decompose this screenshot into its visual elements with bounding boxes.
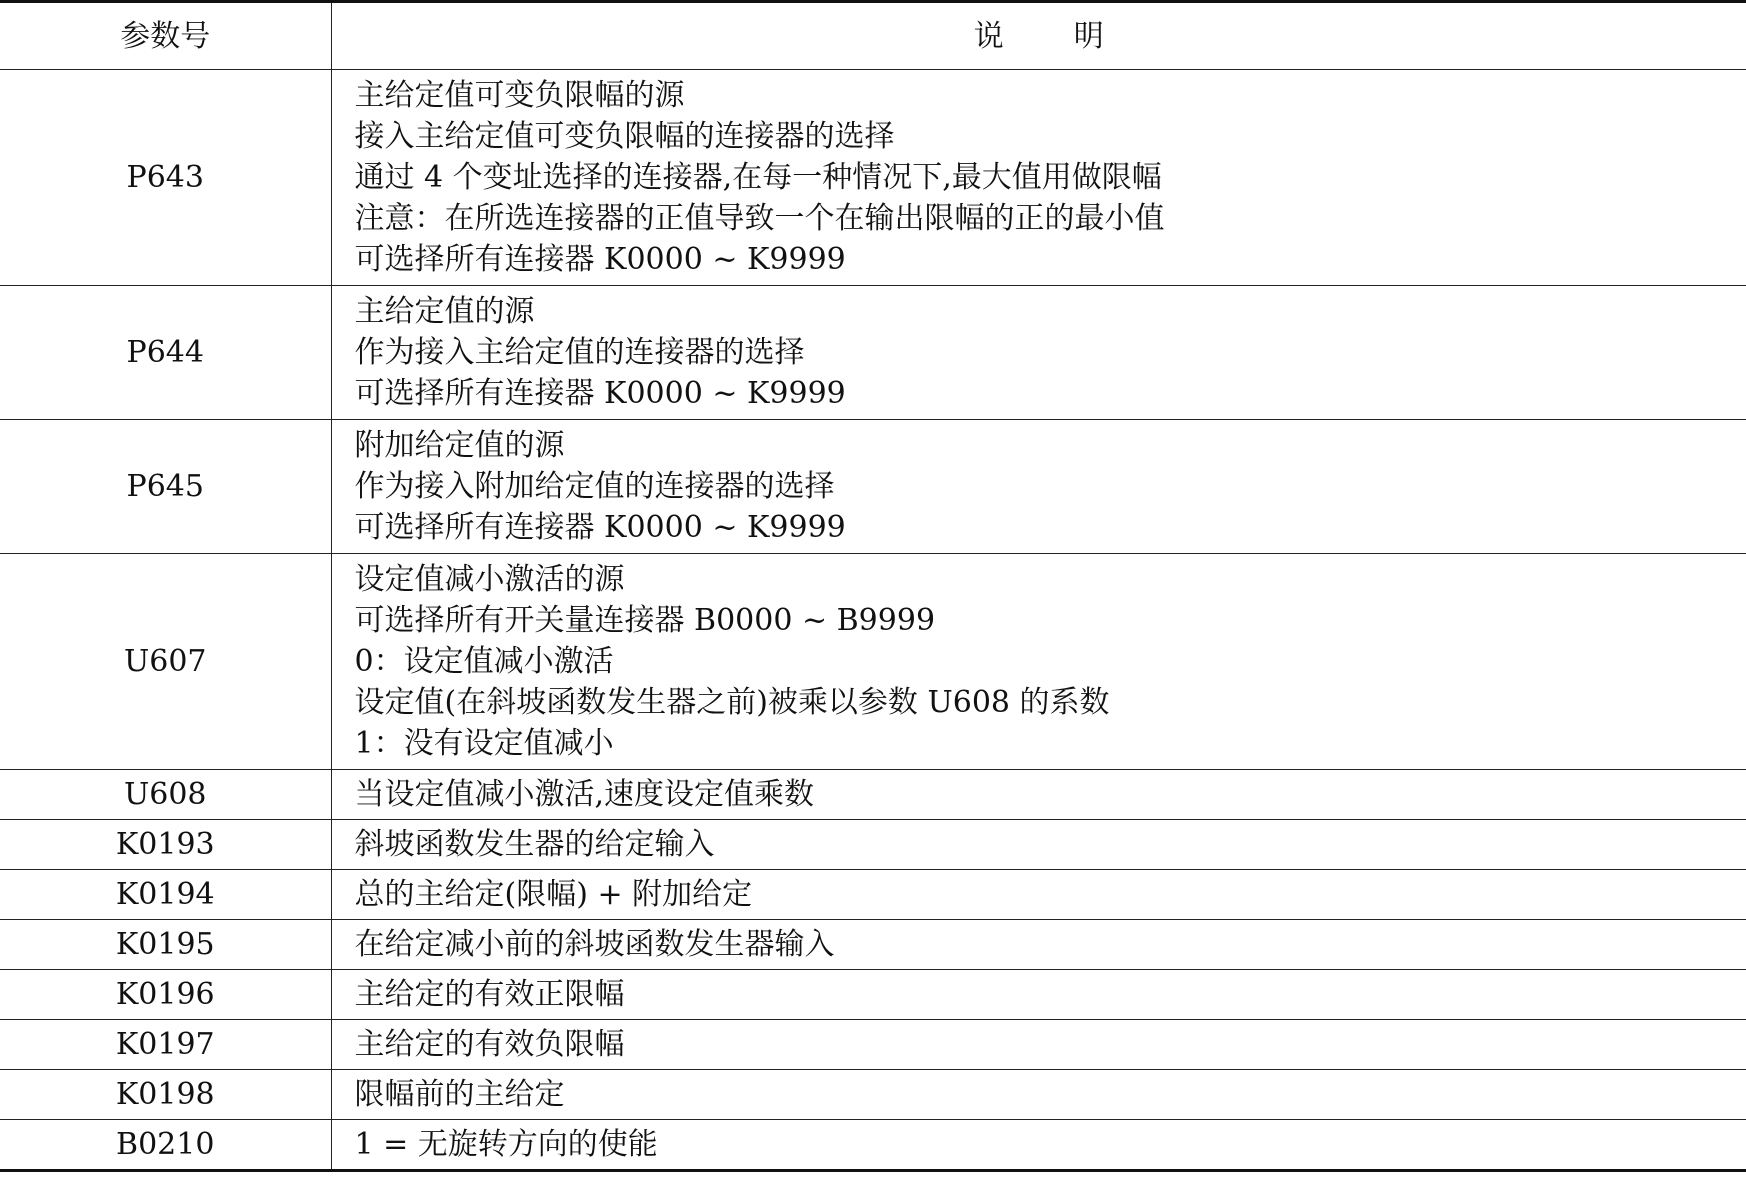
param-description: 主给定的有效负限幅	[331, 1020, 1746, 1070]
param-number: P645	[0, 420, 331, 554]
param-description	[331, 70, 1746, 286]
header-description-label: 说明	[973, 18, 1174, 54]
param-description	[331, 286, 1746, 420]
table-row	[0, 420, 1746, 554]
description-line: 可选择所有连接器 K0000 ~ K9999	[354, 510, 846, 545]
param-description: 在给定减小前的斜坡函数发生器输入	[331, 920, 1746, 970]
param-number: K0196	[0, 970, 331, 1020]
param-number: K0198	[0, 1070, 331, 1120]
param-description: 总的主给定(限幅) + 附加给定	[331, 870, 1746, 920]
param-number: K0193	[0, 820, 331, 870]
description-line: 可选择所有连接器 K0000 ~ K9999	[354, 376, 846, 411]
description-line: 附加给定值的源	[354, 428, 565, 463]
description-line: 通过 4 个变址选择的连接器,在每一种情况下,最大值用做限幅	[354, 160, 1162, 195]
table-header-row	[0, 2, 1746, 70]
param-number: B0210	[0, 1120, 331, 1171]
param-description	[331, 554, 1746, 770]
header-description	[331, 2, 1746, 70]
table-row	[0, 870, 1746, 920]
param-number: U607	[0, 554, 331, 770]
table-row	[0, 1120, 1746, 1171]
description-line: 可选择所有开关量连接器 B0000 ~ B9999	[354, 603, 936, 638]
description-line: 设定值(在斜坡函数发生器之前)被乘以参数 U608 的系数	[354, 685, 1110, 720]
table-row	[0, 970, 1746, 1020]
table-row	[0, 1020, 1746, 1070]
table-row	[0, 554, 1746, 770]
param-number: K0195	[0, 920, 331, 970]
description-line: 作为接入附加给定值的连接器的选择	[354, 469, 835, 504]
param-description: 主给定的有效正限幅	[331, 970, 1746, 1020]
header-param-number: 参数号	[0, 2, 331, 70]
table-row	[0, 286, 1746, 420]
param-number: K0194	[0, 870, 331, 920]
table-row	[0, 1070, 1746, 1120]
table-row	[0, 770, 1746, 820]
description-line: 设定值减小激活的源	[354, 562, 625, 597]
param-description: 限幅前的主给定	[331, 1070, 1746, 1120]
table-row	[0, 920, 1746, 970]
description-line: 注意：在所选连接器的正值导致一个在输出限幅的正的最小值	[354, 201, 1165, 236]
description-line: 作为接入主给定值的连接器的选择	[354, 335, 805, 370]
param-number: U608	[0, 770, 331, 820]
description-line: 可选择所有连接器 K0000 ~ K9999	[354, 242, 846, 277]
description-line: 1：没有设定值减小	[354, 726, 614, 761]
param-number: P643	[0, 70, 331, 286]
table-row	[0, 820, 1746, 870]
param-number: P644	[0, 286, 331, 420]
description-line: 接入主给定值可变负限幅的连接器的选择	[354, 119, 895, 154]
table-row	[0, 70, 1746, 286]
description-line: 0：设定值减小激活	[354, 644, 614, 679]
param-description: 斜坡函数发生器的给定输入	[331, 820, 1746, 870]
description-line: 主给定值可变负限幅的源	[354, 78, 685, 113]
description-line: 主给定值的源	[354, 294, 535, 329]
param-description: 当设定值减小激活,速度设定值乘数	[331, 770, 1746, 820]
param-number: K0197	[0, 1020, 331, 1070]
param-description: 1 = 无旋转方向的使能	[331, 1120, 1746, 1171]
param-description	[331, 420, 1746, 554]
